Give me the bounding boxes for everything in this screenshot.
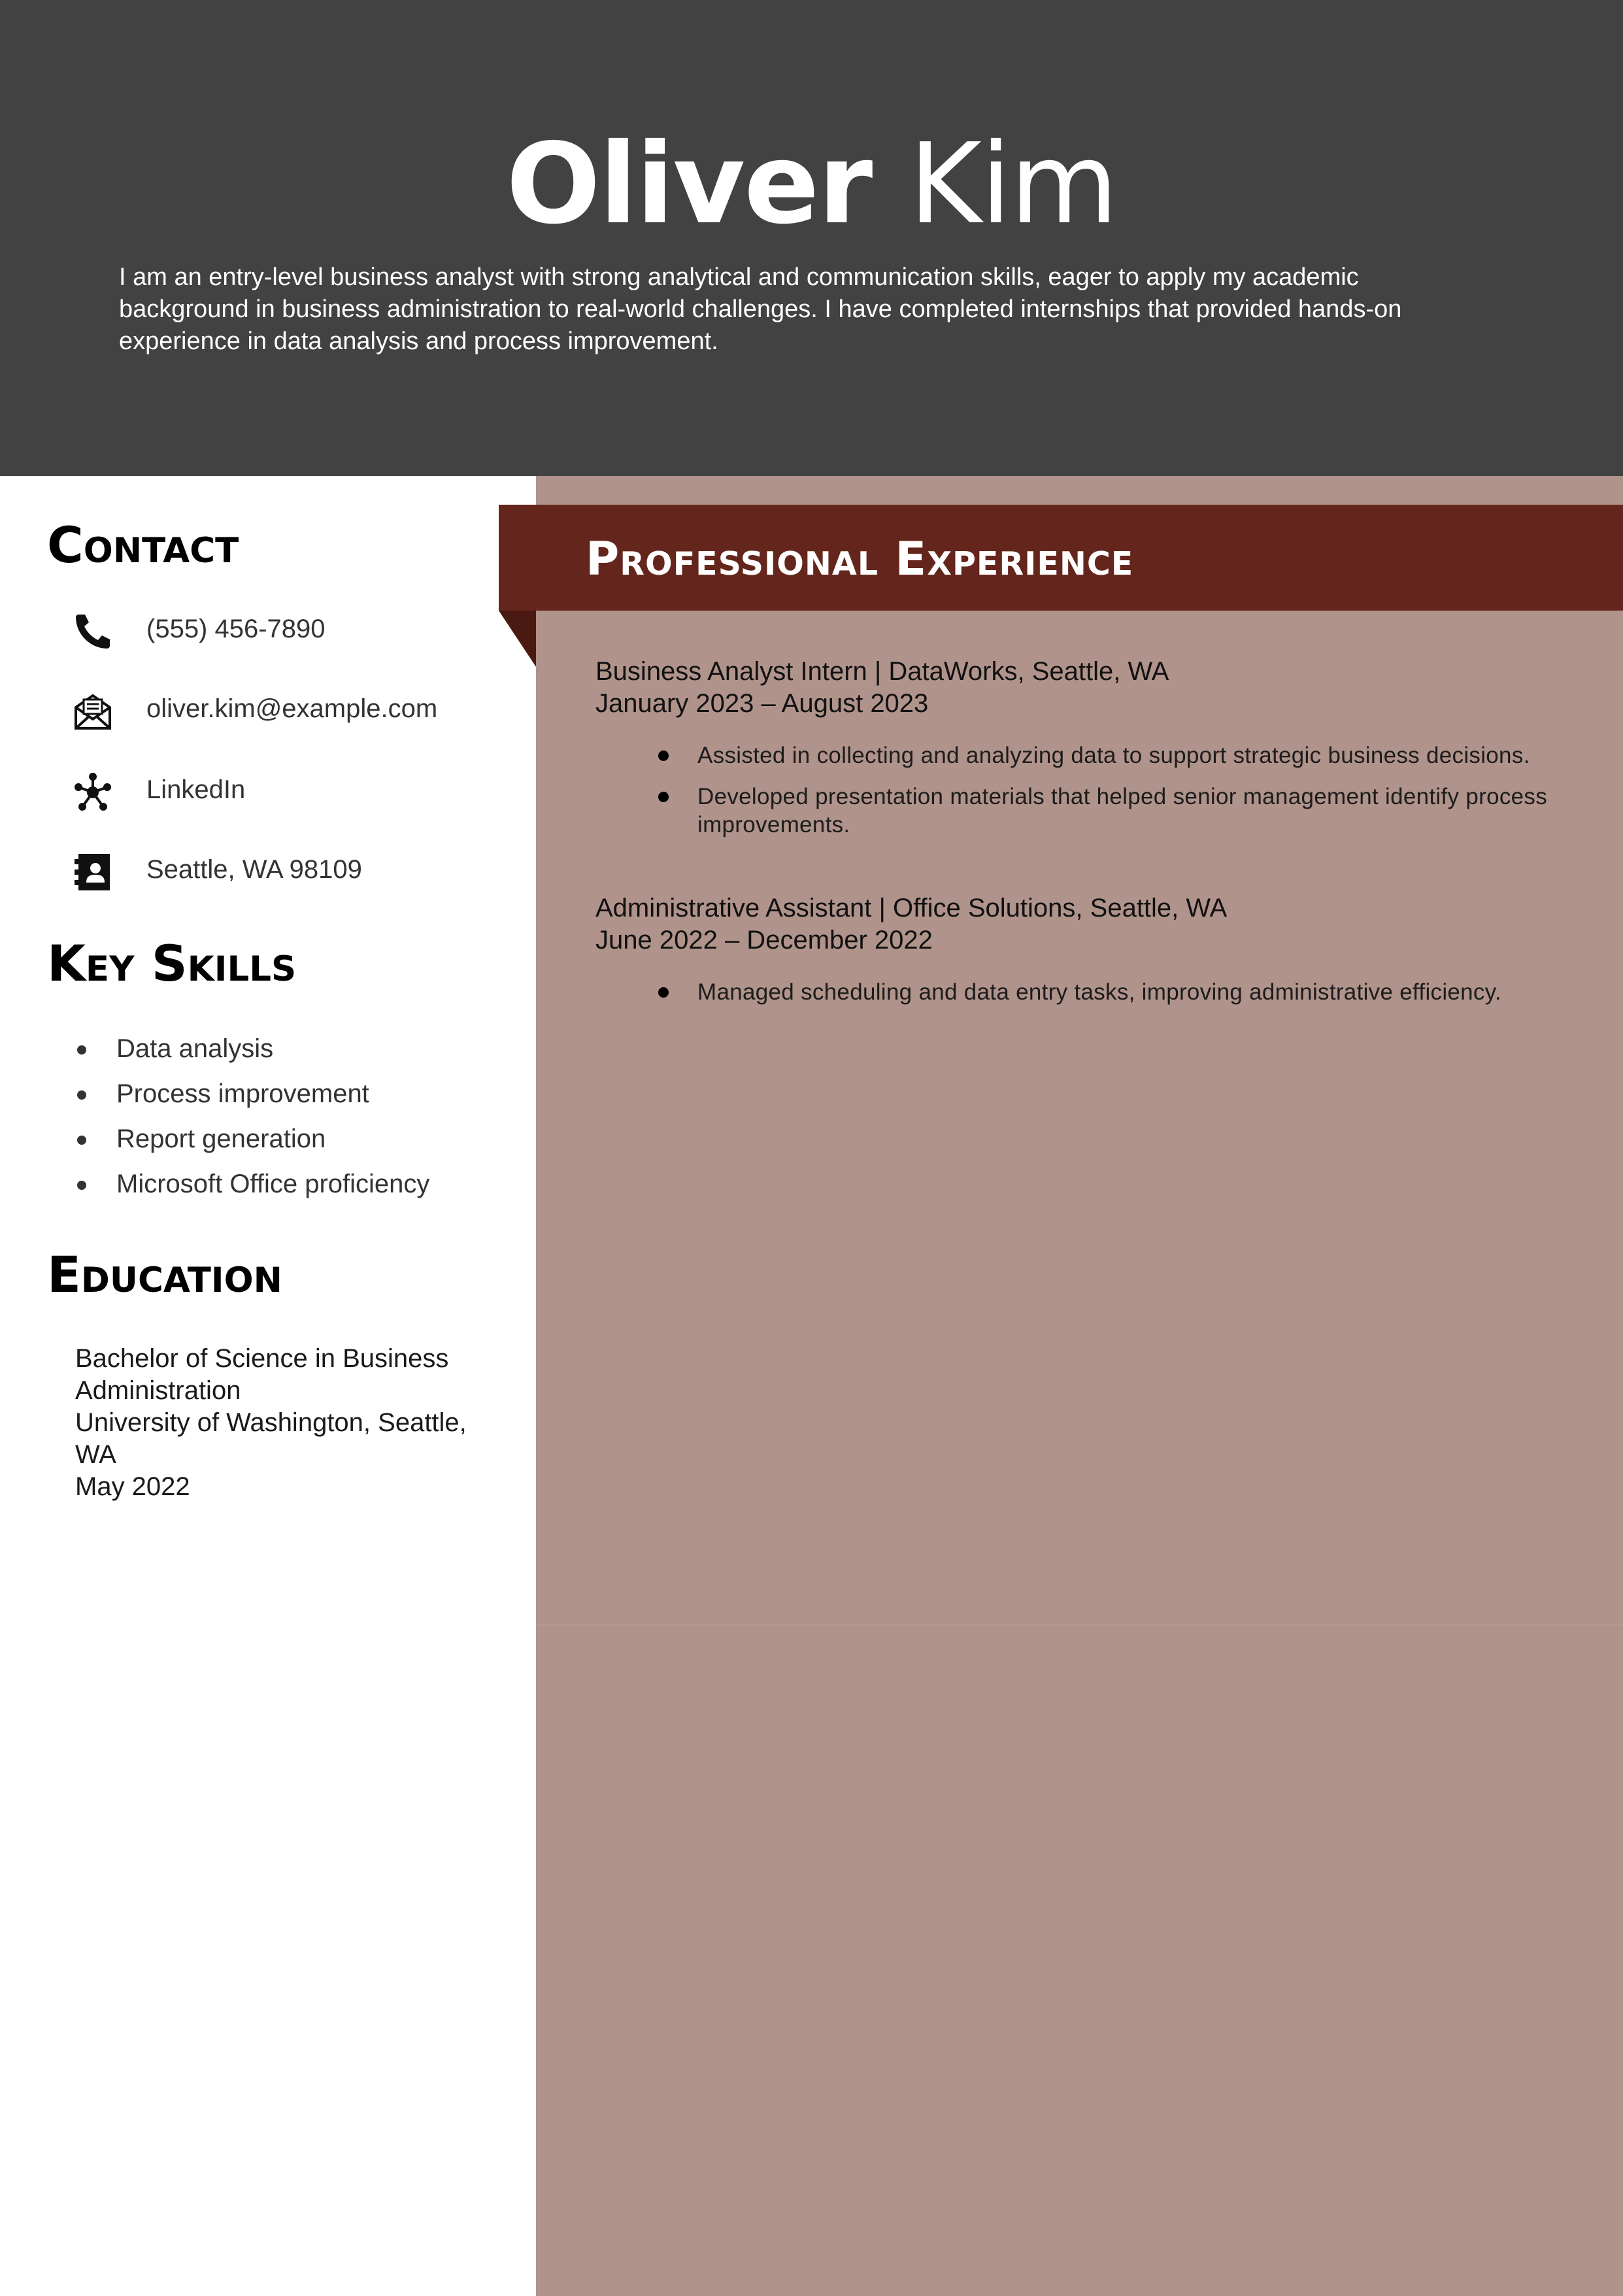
job-dates: January 2023 – August 2023 [595, 689, 929, 718]
degree-line: Administration [75, 1376, 241, 1405]
school-line: University of Washington, Seattle, [75, 1408, 467, 1437]
contact-email[interactable] [72, 688, 490, 730]
contact-phone [72, 608, 490, 650]
phone-text: (555) 456-7890 [146, 615, 326, 643]
job-bullet: Managed scheduling and data entry tasks, improving administrative efficiency. [595, 978, 1596, 1006]
job-entry [595, 656, 1596, 852]
contact-location [72, 849, 490, 890]
person-name [0, 112, 1623, 256]
network-icon [72, 771, 114, 813]
education-title: Education [47, 1245, 283, 1304]
email-link[interactable]: oliver.kim@example.com [146, 694, 438, 723]
job-title: Business Analyst Intern | DataWorks, Seattle, WA [595, 657, 1169, 686]
school-line: WA [75, 1440, 116, 1469]
skills-list [72, 1026, 429, 1207]
contact-title: Contact [47, 516, 239, 574]
summary-text: I am an entry-level business analyst with strong analytical and communication skills, eager to apply my academic background in business administration to real-world challenges. I have completed internships that provided hands-on experience in data analysis and process improvement. [119, 263, 1402, 355]
header-band [0, 0, 1623, 476]
graduation-date: May 2022 [75, 1472, 190, 1501]
skill-item: Process improvement [72, 1072, 429, 1117]
last-name: Kim [909, 120, 1117, 249]
skill-item: Report generation [72, 1117, 429, 1162]
experience-title: Professional Experience [586, 532, 1134, 586]
envelope-icon [72, 690, 114, 732]
job-dates: June 2022 – December 2022 [595, 926, 933, 954]
first-name: Oliver [506, 120, 872, 249]
degree-line: Bachelor of Science in Business [75, 1344, 449, 1373]
job-bullet: Developed presentation materials that helped senior management identify process improvements. [595, 783, 1596, 839]
education-block [75, 1343, 494, 1503]
job-bullets [595, 741, 1596, 839]
contact-linkedin[interactable] [72, 769, 490, 811]
skill-item: Microsoft Office proficiency [72, 1162, 429, 1207]
job-entry [595, 892, 1596, 1019]
experience-banner-fold [499, 611, 536, 667]
location-text: Seattle, WA 98109 [146, 855, 362, 884]
right-panel-divider [536, 1625, 1623, 1626]
job-bullets [595, 978, 1596, 1006]
skill-item: Data analysis [72, 1026, 429, 1072]
linkedin-link[interactable]: LinkedIn [146, 775, 246, 804]
phone-icon [72, 611, 114, 652]
address-book-icon [72, 851, 114, 893]
skills-title: Key Skills [47, 934, 297, 992]
job-bullet: Assisted in collecting and analyzing data to support strategic business decisions. [595, 741, 1596, 769]
job-title: Administrative Assistant | Office Solutions, Seattle, WA [595, 894, 1228, 922]
